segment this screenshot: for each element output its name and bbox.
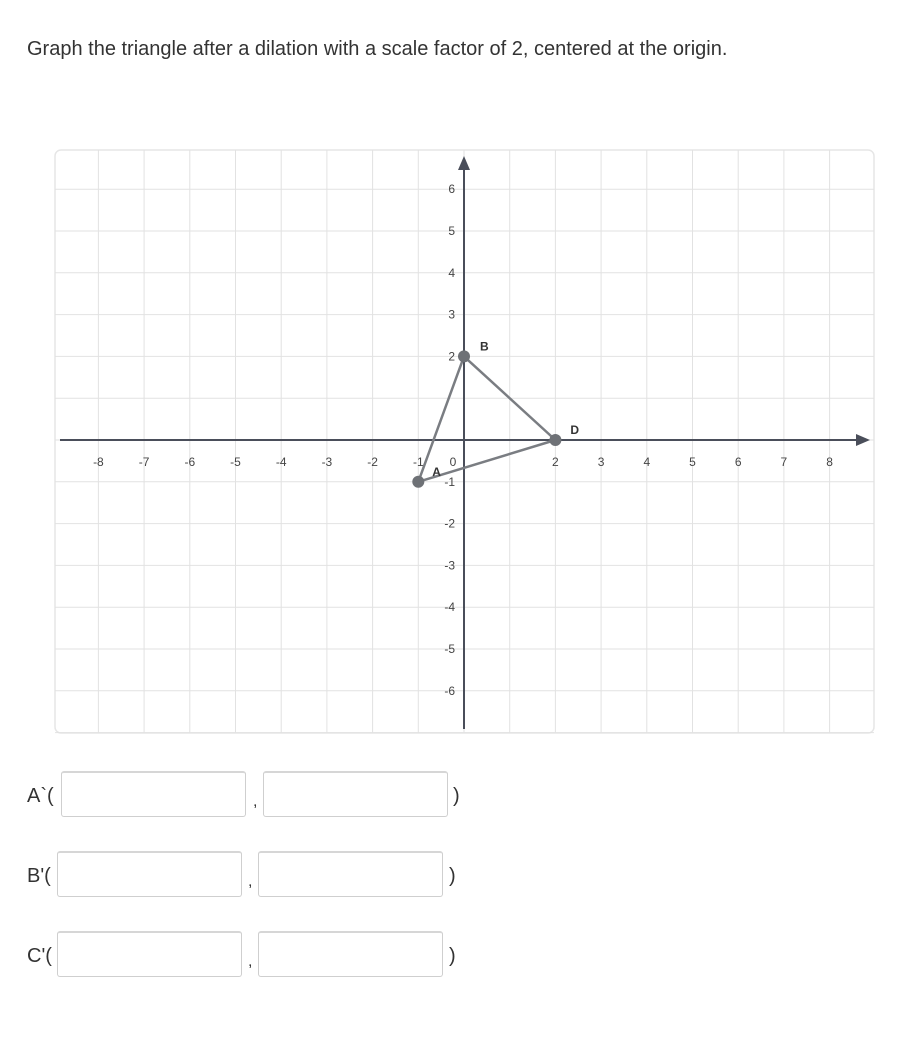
x-tick-label: 3 bbox=[597, 455, 605, 469]
b-y-input[interactable] bbox=[258, 851, 443, 897]
y-tick-label: 2 bbox=[448, 349, 455, 364]
c-x-input[interactable] bbox=[57, 931, 242, 977]
x-tick-label: -3 bbox=[321, 455, 333, 469]
x-tick-label: -1 bbox=[412, 455, 424, 469]
x-tick-label: -8 bbox=[93, 455, 104, 469]
vertex-label-d: D bbox=[570, 423, 580, 437]
comma-a: , bbox=[253, 793, 258, 810]
answer-row-a bbox=[0, 771, 918, 821]
answer-row-c bbox=[0, 931, 918, 981]
x-tick-label: 8 bbox=[826, 455, 833, 469]
close-paren-c: ) bbox=[449, 945, 456, 967]
x-tick-label: -2 bbox=[367, 455, 378, 469]
a-y-input[interactable] bbox=[263, 771, 448, 817]
answer-row-b bbox=[0, 851, 918, 901]
y-tick-label: -4 bbox=[444, 600, 455, 615]
comma-b: , bbox=[248, 873, 253, 890]
close-paren-b: ) bbox=[449, 865, 456, 887]
comma-c: , bbox=[248, 953, 253, 970]
y-tick-label: -2 bbox=[444, 516, 455, 531]
vertex-point-d bbox=[549, 434, 561, 446]
y-tick-label: 3 bbox=[448, 307, 455, 322]
x-tick-label: -5 bbox=[230, 455, 241, 469]
answer-label-b: B'( bbox=[27, 865, 51, 887]
vertex-label-a: A bbox=[432, 464, 441, 479]
x-tick-label: -6 bbox=[184, 455, 196, 469]
x-tick-label: 4 bbox=[643, 455, 651, 469]
x-tick-label: -7 bbox=[138, 455, 150, 469]
c-y-input[interactable] bbox=[258, 931, 443, 977]
vertex-point-b bbox=[458, 350, 470, 362]
x-tick-label: 2 bbox=[552, 455, 559, 469]
x-tick-label: 6 bbox=[734, 455, 742, 469]
answer-label-c: C'( bbox=[27, 945, 52, 967]
vertex-label-b: B bbox=[480, 339, 489, 354]
x-tick-label: -4 bbox=[275, 455, 287, 469]
y-tick-label: -6 bbox=[444, 683, 455, 698]
answer-label-a: A`( bbox=[27, 785, 54, 807]
y-tick-label: -5 bbox=[444, 642, 455, 656]
x-tick-label: 5 bbox=[689, 455, 696, 469]
vertex-point-a bbox=[412, 476, 424, 488]
y-tick-label: 4 bbox=[448, 265, 455, 280]
y-tick-label: -3 bbox=[444, 558, 455, 573]
y-tick-label: -1 bbox=[444, 474, 455, 489]
x-tick-label: 7 bbox=[780, 455, 788, 469]
question-text: Graph the triangle after a dilation with a scale factor of 2, centered at the origin. bbox=[27, 38, 728, 60]
close-paren-a: ) bbox=[453, 785, 460, 807]
a-x-input[interactable] bbox=[61, 771, 246, 817]
y-tick-label: 5 bbox=[448, 224, 455, 238]
y-tick-label: 6 bbox=[448, 182, 455, 197]
b-x-input[interactable] bbox=[57, 851, 242, 897]
origin-label: 0 bbox=[449, 455, 457, 469]
